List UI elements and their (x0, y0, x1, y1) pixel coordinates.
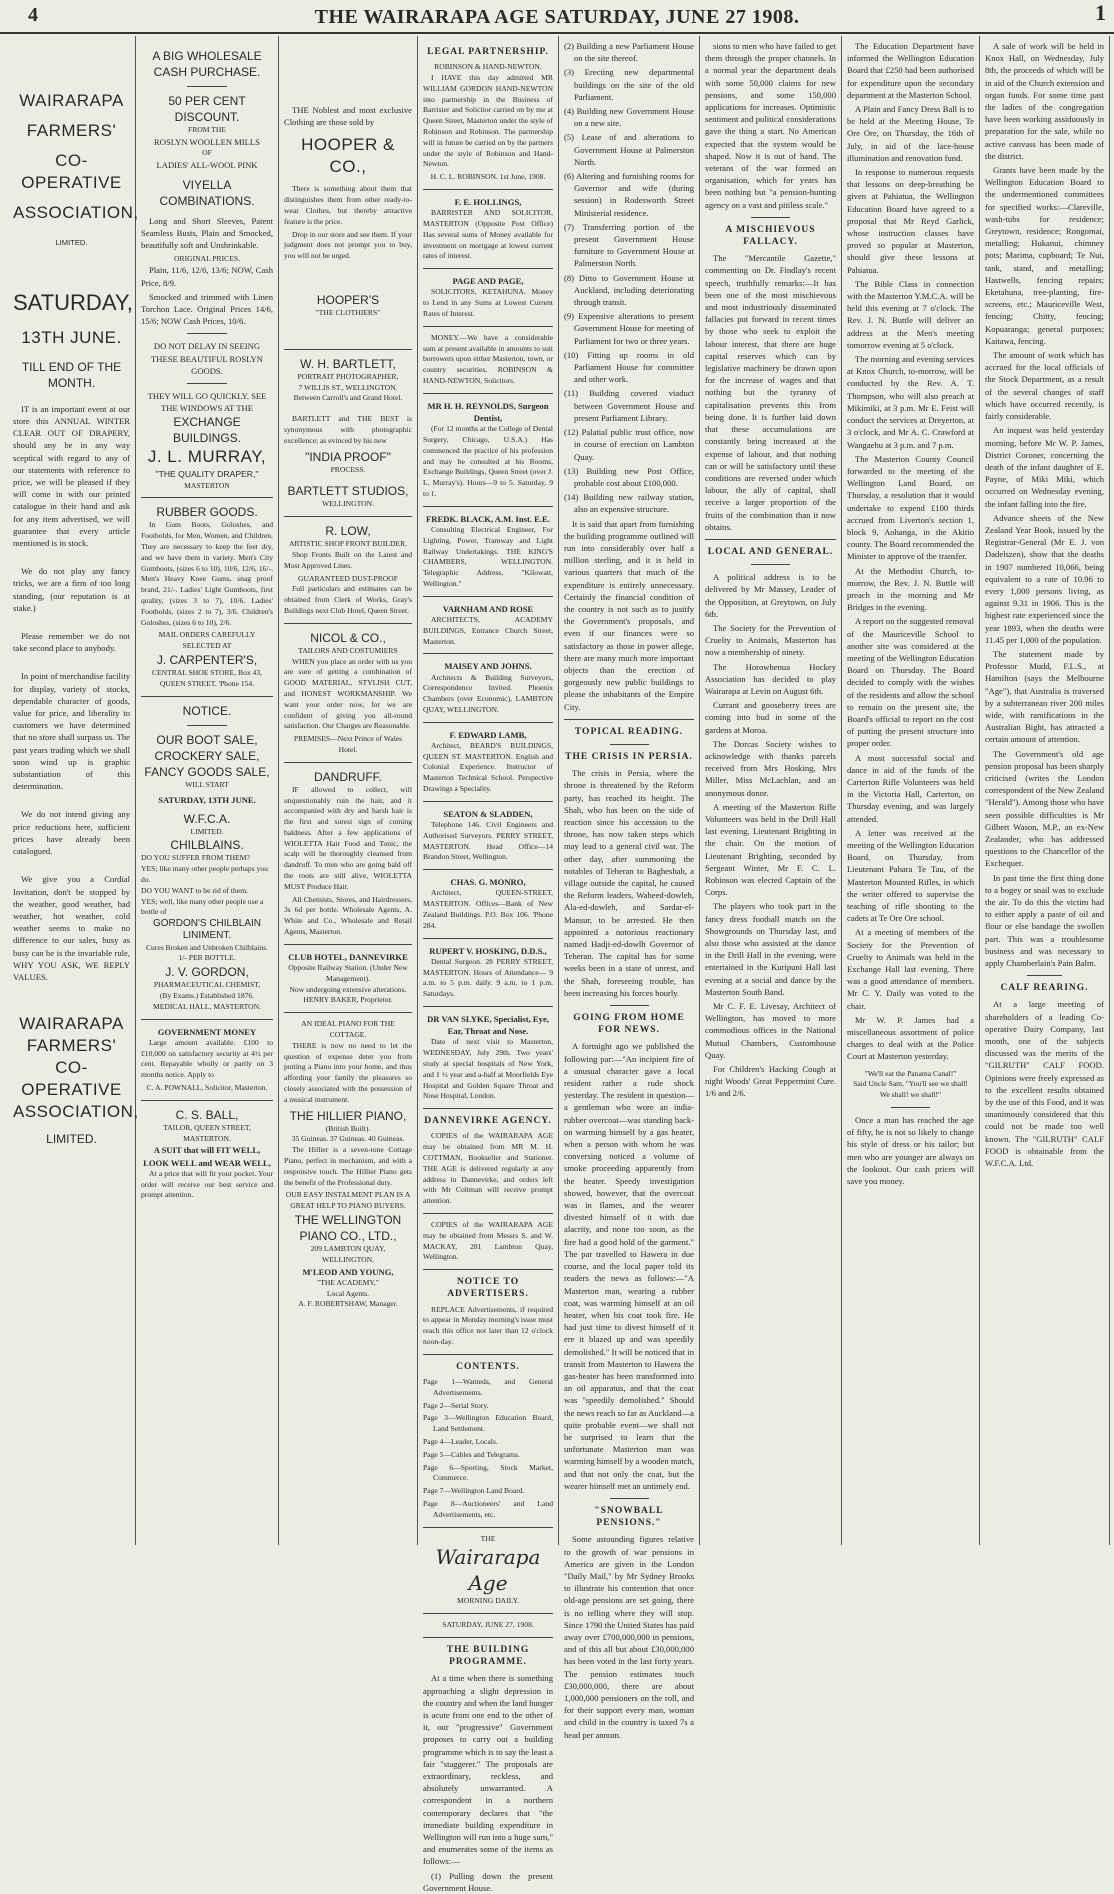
ad-line: Between Carroll's and Grand Hotel. (293, 393, 403, 403)
ad-body: Date of next visit to Masterton, WEDNESDAY, July 29th. Two years' study at special hospitals of New York, and 1 ½ year and a-half at Moorfields Eye Hospital and Golden Square Throat and Nose Hospital, London. (423, 1037, 553, 1101)
ad-line: (British Built). (325, 1123, 371, 1133)
sale-day: SATURDAY, (13, 289, 133, 315)
ad-lamb: F. EDWARD LAMB, (449, 729, 527, 740)
news-item: A letter was received at the meeting of the Wellington Education Board, on Thursday, from Lieutenant Pahara Te Tau, of the Masterton Mounted Rifles, in which the writer offered to supervise the teaching of rifle shooting to the cadets at Te Ore Ore school. (847, 827, 974, 924)
column-4 (418, 36, 559, 1893)
news-item: At a large meeting of shareholders of a leading Co-operative Dairy Company, last month, one of the subjects discussed was the merits of the "GILRUTH" CALF FOOD. Opinions were freely expressed as to the excellent results obtained by the use of this Food, and it was unanimously considered that this could not be made too well known. The "GILRUTH" CALF FOOD is obtainable from the W.F.C.A. Ltd. (985, 999, 1104, 1169)
store-line: FARMERS' (26, 121, 117, 140)
ad-monro: CHAS. G. MONRO, (450, 877, 526, 888)
ad-line: 35 Guineas. 37 Guineas. 40 Guineas. (291, 1134, 405, 1144)
store-name (13, 90, 139, 224)
programme-item: (9) Expensive alterations to present Government House for meeting of Parliament for two or three years. (564, 311, 694, 346)
contents-item: Page 3—Wellington Education Board, Land Settlement. (423, 1413, 553, 1434)
news-item: An inquest was held yesterday morning, before Mr W. P. James, District Coroner, concerning the death of the infant daughter of E. Payne, of Miki Miki, which occurred on Wednesday evening, the infant falling into the fire. (985, 425, 1104, 509)
ad-line: HENRY BAKER, Proprietor. (303, 995, 393, 1005)
ad-central: CENTRAL SHOE STORE, Box 43, QUEEN STREET. 'Phone 154. (151, 668, 263, 688)
ad-body: Smocked and trimmed with Linen Torchon Lace. Original Prices 14/6, 15/6; NOW Cash Prices, 10/6. (141, 291, 273, 327)
ad-ladies: LADIES' ALL-WOOL PINK (156, 159, 258, 170)
leader-body: (1) Pulling down the present Government House. (423, 1870, 553, 1893)
ad-line: PORTRAIT PHOTOGRAPHER, (297, 371, 399, 381)
ad-seaton: SEATON & SLADDEN, (443, 808, 533, 819)
ad-line: "THE CLOTHIERS" (315, 307, 381, 317)
masthead (0, 0, 1114, 34)
ad-body: Drop in our store and see them. If your judgment does not prompt you to buy, you will not be urged. (284, 229, 412, 261)
news-item: In past time the first thing done to a bogey or snail was to exclude the air. To do this the victim had to either apply a paste of oil and flour or else bandage the swollen part. This was a troublesome business and was necessary to apply Chamberlain's Pain Balm. (985, 872, 1104, 969)
ad-boot-sale: OUR BOOT SALE, CROCKERY SALE, FANCY GOODS SALE, (144, 732, 270, 779)
ad-dandruff: DANDRUFF. (314, 769, 382, 784)
ad-q: YES; like many other people perhaps you do. (141, 864, 268, 884)
ad-quality: "THE QUALITY DRAPER," (155, 469, 259, 480)
ad-body-ctr: DO NOT DELAY IN SEEING THESE BEAUTIFUL ROSLYN GOODS. (151, 341, 263, 376)
ad-q: DO YOU WANT to be rid of them. (141, 885, 249, 895)
news-item: Mr W. P. James had a miscellaneous assortment of police charges to deal with at the Police Court at Masterton yesterday. (847, 1014, 974, 1062)
ad-hillier: THE HILLIER PIANO, (289, 1108, 407, 1123)
ad-page: PAGE AND PAGE, (452, 276, 524, 287)
ad-wfca: W.F.C.A. (183, 811, 231, 826)
store-limited: LIMITED. (55, 238, 88, 247)
ad-club: CLUB HOTEL, DANNEVIRKE (288, 951, 408, 962)
programme-item: (2) Building a new Parliament House on the site thereof. (564, 41, 694, 64)
ad-line: Now undergoing extensive alterations. (289, 984, 407, 994)
ad-body: Architect, BEARD'S BUILDINGS, QUEEN ST. MASTERTON. English and Colonial Experience. Instructor of Masterton Technical School. Perspective Drawings a Speciality. (423, 740, 553, 794)
ad-rubber: RUBBER GOODS. (156, 505, 258, 520)
news-item: In response to numerous requests that lessons on deep-breathing be given at Pahiatua, the Wellington Education Board have agreed to a proposal that Mr Reyd Garlick, whose instruction classes have proved so popular at Masterton, should give these lessons at Pahiatua. (847, 167, 974, 275)
column-8 (980, 36, 1110, 1545)
sale-paragraph: We do not play any fancy tricks, we are a firm of too long standing, (our reputation is at stake.) (13, 566, 130, 613)
sale-paragraph: We do not intend giving any price reductions here, sufficient prices have already been catalogued. (13, 809, 130, 857)
column-2 (136, 36, 279, 1545)
column-5 (559, 36, 700, 1740)
ad-orig-prices: ORIGINAL PRICES. (174, 253, 240, 263)
ad-line: MEDICAL HALL, MASTERTON. (153, 1001, 261, 1011)
ad-line: Local Agents. (326, 1288, 370, 1298)
ad-body: Long and Short Sleeves, Patent Seamless Busts, Plain and Smocked, beautifully soft and Unshrinkable. (141, 216, 273, 251)
article-body: The crisis in Persia, where the throne is threatened by the Reform party, has reached its height. The Shah, who has been on the side of reaction since his accession to the throne, has now taken steps which may lead to a general civil war. The other day, after summoning the notables of Teheran to Bagheshah, a village outside the capital, he caused the Reform leaders, Waheed-dowleh, Ala-ed-dowleh, and Sardar-el-Mansur, to be arrested. He then appointed a notorious reactionary named Hadji-ed-dowlh Governor of Teheran. The capital has for some weeks been in a state of unrest, and the Shah, foreseeing trouble, has been increasing his forces hourly. (564, 768, 694, 998)
ad-body: Architect, QUEEN-STREET, MASTERTON. Offices—Bank of New Zealand Buildings. P.O. Box 106. 'Phone 284. (423, 888, 553, 930)
ad-line: TAILOR, QUEEN STREET, MASTERTON. (163, 1122, 251, 1143)
news-item: The morning and evening services at Knox Church, to-morrow, will be conducted by the Rev. A. T. Thompson, who will also preach at Mikimiki, at 3 p.m. Mr E. Feist will conduct the services at Dreyerton, at 3 o'clock, and Mr A. C. Crawford at Wangaehu at 3 p.m. and 7 p.m. (847, 354, 974, 450)
ad-body: Plain, 11/6, 12/6, 13/6; NOW, Cash Price, 8/9. (141, 265, 273, 288)
news-item: The statement made by Professor Mudd, F.L.S., at Hamilton (says the Melbourne "Age"), that Australia is traversed by a subterranean river 200 miles wide, with ramifications in the Australian Bight, has attracted a certain amount of attention. (985, 648, 1104, 745)
contents-item: Page 2—Serial Story. (423, 1400, 489, 1410)
ad-line: "THE ACADEMY," (317, 1277, 379, 1287)
ad-line: Opposite Railway Station. (Under New Management). (288, 963, 408, 983)
ad-body: Telephone 146. Civil Engineers and Authorised Surveyors. PERRY STREET, MASTERTON. Head Office—14 Brandon Street, Wellington. (423, 820, 553, 862)
ad-line: Cures Broken and Unbroken Chilblains. (145, 942, 269, 952)
ad-proof: "INDIA PROOF" (305, 449, 391, 464)
ad-body: Shop Fronts Built on the Latest and Most Approved Lines. (284, 549, 412, 570)
news-item: Once a man has reached the age of fifty, he is not so likely to change his style of dress or his tailor; but men who are younger are always on the lookout. Our cash prices will save you money. (847, 1115, 974, 1187)
column-7 (842, 36, 980, 1545)
ad-notice: NOTICE. (182, 703, 232, 718)
programme-item: (5) Lease of and alterations to Government House at Palmerston North. (564, 132, 694, 167)
article-heading: "SNOWBALL PENSIONS." (594, 1505, 664, 1529)
ad-body: Large amount available. £100 to £10,000 on satisfactory security at 4½ per cent. Repayable wholly or partly on 3 months notice. Apply to (141, 1037, 273, 1080)
poem-line: We shall! we shall!" (879, 1090, 942, 1100)
ad-line: H. C. L. ROBINSON. 1st June, 1908. (430, 172, 546, 182)
news-item: The Masterton County Council forwarded to the meeting of the Wellington Land Board, on Thursday, a resolution that it would undertake to expend £100 thirds accrued from Liverton's section 1, block 9, Aohanga, in the Akitio county. The Board recommended the Minister to approve of the transfer. (847, 453, 974, 562)
column-6 (700, 36, 842, 1545)
news-item: A sale of work will be held in Knox Hall, on Wednesday, July 8th, the proceeds of which will be in aid of the Church extension and organ funds. For some time past the ladies of the congregation have been working assiduously in preparation for the sale, while no active canvass has been made of the district. (985, 41, 1104, 161)
news-item: At a meeting of members of the Society for the Prevention of Cruelty to Animals was held in the Exchange Hall last evening. There was a good attendance of members. Mr C. Y. Daily was voted to the chair. (847, 927, 974, 1011)
programme-item: (11) Building covered viaduct between Government House and present Parliament Library. (564, 388, 694, 423)
ad-black: FREDK. BLACK, A.M. Inst. E.E. (426, 513, 550, 524)
programme-item: (12) Palatial public trust office, now in course of erection on Lambton Quay. (564, 427, 694, 462)
store-line: FARMERS' (26, 1036, 117, 1056)
notice-body: COPIES of the WAIRARAPA AGE may be obtained from MR M. H. COTTMAN, Bookseller and Stationer. THE AGE is delivered regularly at any address in Dannevirke, and orders left with Mr Coltman will receive prompt attention. (423, 1131, 553, 1206)
ad-line: PROCESS. (330, 464, 366, 474)
ad-body: Architects & Building Surveyors, Correspondence Invited. Phoenix Chambers (over Economic), LAMBTON QUAY, WELLINGTON. (423, 672, 553, 714)
news-item: The Society for the Prevention of Cruelty to Animals, Masterton has now a membership of ninety. (705, 622, 836, 658)
ad-q: DO YOU SUFFER FROM THEM? (141, 853, 250, 863)
ad-body: IF allowed to collect, will unquestionably ruin the hair, and it accompanied with dry and harsh hair is the first and surest sign of coming baldness. After a few applications of WIOLETTA Hair Food and Tonic, the scalp will be thoroughly cleansed from dandruff. To men who are going bald off the roots are still alive, WIOLETTA MUST Produce Hair. (284, 784, 412, 891)
ad-line: OUR EASY INSTALMENT PLAN IS A GREAT HELP TO PIANO BUYERS. (285, 1190, 411, 1211)
contents-item: Page 5—Cables and Telegrams. (423, 1449, 520, 1459)
ad-q: YES; well, like many other people use a bottle of (141, 896, 264, 917)
programme-item: (4) Building new Government House on a new site. (564, 106, 694, 129)
ad-hosking: RUPERT V. HOSKING, D.D.S., (429, 945, 547, 956)
section-heading: TOPICAL READING. (574, 726, 684, 737)
news-item: For Children's Hacking Cough at night Woods' Great Peppermint Cure. 1/6 and 2/6. (705, 1064, 836, 1099)
ad-hoopers: HOOPER'S (316, 292, 380, 307)
ad-chilblains: CHILBLAINS. (170, 838, 244, 853)
article-body: Some astounding figures relative to the growth of war pensions in America are given in the London "Daily Mail," by Mr Sydney Brooks to illustrate his contention that once old-age pensions are set going, there is no telling where they will stop. Since 1790 the United States has paid away over £700,000,000 in pensions, and of this all but about £30,000,000 has been voted in the last forty years. The pension estimates touch £30,000,000, there are about 1,000,000 pensioners on the roll, and for their support every man, woman and child in the country is taxed 7s a head per annum. (564, 1534, 694, 1740)
contents-item: Page 7—Wellington Land Board. (423, 1486, 525, 1496)
store-name-repeat (13, 1013, 139, 1123)
store-line: WAIRARAPA (19, 91, 124, 110)
page-number: 4 (28, 4, 38, 26)
news-item: Grants have been made by the Wellington Education Board to the undermentioned committees for specified works:—Clareville, wash-tubs for residence; Greytown, residence; Rongomai, metalling; Hukanui, chimney pots; Marima, cupboard; Te Nui, tank, stand, and metalling; Hastwells, fencing repairs; Eketahuna, tree-planting, fire-screens, etc.; Mauriceville West, fencing; Chitty, fencing; Kopuaranga; general purposes; Kaitawa, fencing. (985, 165, 1104, 346)
news-item: Mr C. F. E. Livesay, Architect of Wellington, has moved to more commodious offices in the National Mutual Chambers, Customhouse Quay. (705, 1001, 836, 1060)
ad-slyke: DR VAN SLYKE, Specialist, Eye, Ear, Throat and Nose. (427, 1014, 549, 1037)
ad-body: All Chemists, Stores, and Hairdressers, 3s 6d per bottle. Wholesale Agents, A. White and Co., Wholesale and Retail Agents, Masterton. (284, 894, 412, 937)
news-item: The Bible Class in connection with the Masterton Y.M.C.A. will be held this evening at 7 o'clock. The Rev. J. N. Buttle will deliver an address at the Men's meeting tomorrow evening at 5 o'clock. (847, 278, 974, 350)
ad-body: Consulting Electrical Engineer, For Lighting, Power, Tramway and Light Railway Undertakings. THE KING'S CHAMBERS, WELLINGTON. Telegraphic Address, "Kilowatt, Wellington." (423, 524, 553, 588)
ad-headline: A BIG WHOLESALE CASH PURCHASE. (152, 49, 262, 79)
section-heading: LOCAL AND GENERAL. (707, 546, 834, 557)
ad-line: ARTISTIC SHOP FRONT BUILDER. (288, 539, 408, 549)
contents-item: Page 4—Leader, Locals. (423, 1436, 498, 1446)
store-limited-repeat: LIMITED. (46, 1132, 97, 1147)
programme-item: (8) Ditto to Government House at Auckland, including deteriorating through transit. (564, 272, 694, 308)
ad-carpenter: J. CARPENTER'S, (156, 653, 258, 667)
ad-line: (By Exams.) Established 1876. (159, 990, 255, 1000)
ad-line: WILL START (185, 779, 229, 789)
news-item: Advance sheets of the New Zealand Year Book, issued by the Registrar-General (Mr E. J. von Dadelszen), show that the deaths in 1907 numbered 10,066, being equivalent to a rate of 10.96 to every 1,000 persons living, as against 9.31 in 1906. This is the highest rate experienced since the year 1893, when the deaths were 11.45 per 1,000 of the population. (985, 512, 1104, 645)
sale-paragraph: In point of merchandise facility for display, variety of stocks, dependable character of goods, value for price, and liberality to customers we have determined that no store shall surpass us. The past years trading which we shall soon wind up is graphic substantiation of this determination. (13, 671, 130, 792)
ad-body: In Gum Boots, Goloshes, and Footholds, for Men, Women, and Children. They are necessary to keep the feet dry, and we have them in variety. Men's City Gumboots, (sizes 6 to 10), 10/6, 12/6, 16/-. Men's Heavy Knee Gums, snag proof brand, 21/-. Ladies' Light Gumboots, first quality, (sizes 3 to 7), 10/6. Ladies' Footholds, (sizes 2 to 7), 3/6. Children's Goloshes, (sizes 6 to 10), 2/6. (141, 520, 273, 627)
programme-item: (10) Fitting up rooms in old Parliament House for committee and other work. (564, 349, 694, 385)
news-item: The amount of work which has accrued for the local officials of the Stock Department, as a result of the several changes of staff which have occurred recently, is fairly considerable. (985, 350, 1104, 422)
notice-body: COPIES of the WAIRARAPA AGE may be obtained from Messrs S. and W. MACKAY, 281 Lambton Quay, Wellington. (423, 1220, 553, 1262)
ad-line: FROM THE (187, 125, 227, 134)
ad-line: GUARANTEED DUST-PROOF (298, 573, 398, 583)
ad-line: 209 LAMBTON QUAY, WELLINGTON. (310, 1244, 386, 1264)
news-item: A political address is to be delivered by Mr Massey, Leader of the Opposition, at Greytown, on July 6th. (705, 572, 836, 619)
news-item: A Plain and Fancy Dress Ball is to be held at the Meeting House, Te Ore Ore, on Thursday, the 16th of July, in aid of the lace-house illumination and renovation fund. (847, 104, 974, 163)
programme-item: (6) Altering and furnishing rooms for Governor and wife (during session) in Rodesworth Street Ministerial residence. (564, 171, 694, 218)
leader-body: At a time when there is something approaching a slight depression in the country and when the land hunger is acute from one end to the other of it, our "progressive" Government proposes to carry out a building programme which is to say the least a fair "staggerer." The proposals are extraordinary, reckless, and absolutely unwarranted. A correspondent in a northern contemporary declares that "the immediate building expenditure in Wellington will run into a huge sum," and enumerates some of the items as follows:— (423, 1673, 553, 1867)
news-item: The Government's old age pension proposal has been sharply criticised (writes the London correspondent of the New Zealand "Herald"). Among those who have seen possible difficulties is Mr Gilbert Wason, M.P., an ex-New Zealander, who has addressed questions to the Chancellor of the Exchequer. (985, 748, 1104, 869)
ad-ideal: AN IDEAL PIANO FOR THE COTTAGE. (301, 1019, 395, 1040)
sale-paragraph: Please remember we do not take second place to anybody. (13, 631, 130, 654)
ad-line: PREMISES—Next Prince of Wales Hotel. (293, 734, 403, 754)
ad-body: BARRISTER AND SOLICITOR, MASTERTON (Opposite Post Office) Has several sums of Money available for investment on mortgage at lowest current rates of interest. (423, 208, 553, 261)
ad-ball: C. S. BALL, (175, 1107, 239, 1122)
ad-body: Full particulars and estimates can be obtained from Clerk of Works, Gray's Buildings next Club Hotel, Queen Street. (284, 584, 412, 615)
news-item: The players who took part in the fancy dress football match on the Showgrounds on Thursday last, and also those who assisted at the dance in the Drill Hall in the evening, were entertained in the Kuripuni Hall last evening at a social and dance by the Masterton South Band. (705, 901, 836, 997)
store-line: CO-OPERATIVE (21, 151, 122, 192)
programme-item: (14) Building new railway station, also an expensive structure. (564, 492, 694, 515)
programme-list (564, 40, 694, 516)
sale-duration: TILL END OF THE MONTH. (21, 359, 122, 390)
ad-line: LIMITED. (190, 826, 224, 836)
ad-body: BARTLETT and THE BEST is synonymous with photographic excellence; as evinced by his new (284, 414, 412, 445)
ad-body: MONEY.—We have a considerable sum at present available in amounts to suit borrowers upon either Masterton, town, or country securities. ROBINSON & HAND-NEWTON, Solicitors. (423, 332, 553, 385)
news-item: A report on the suggested removal of the Mauriceville School to another site was considered at the meeting of the Wellington Education Board on Thursday. The Board decided to comply with the wishes of the residents and allow the school to remain on the present site, the Board's official to report on the cost of putting the present structure into proper order. (847, 616, 974, 749)
article-heading: THE CRISIS IN PERSIA. (565, 751, 693, 762)
news-item: A meeting of the Masterton Rifle Volunteers was held in the Drill Hall last evening, Lieutenant Brighting in the chair. On the motion of Lieutenant Brighting, seconded by Sergeant Winter, Mr F. C. L. Robinson was elected Captain of the Corps. (705, 801, 836, 898)
ad-mleod: M'LEOD AND YOUNG, (302, 1266, 394, 1277)
ad-bartlett: W. H. BARTLETT, (300, 356, 396, 371)
nameplate-sub: MORNING DAILY. (457, 1596, 519, 1606)
ad-body: Dental Surgeon. 28 PERRY STREET, MASTERTON. Hours of Attendance— 9 a.m. to 5 p.m. daily. 9 a.m. to 1 p.m. Saturdays. (423, 956, 553, 999)
ad-hooper: HOOPER & CO., (301, 135, 395, 177)
ad-discount: 50 PER CENT DISCOUNT. (168, 94, 246, 124)
ad-exchange: EXCHANGE BUILDINGS. (172, 415, 241, 446)
contents-item: Page 6—Sporting, Stock Market, Commerce. (423, 1462, 553, 1483)
store-line: ASSOCIATION, (13, 203, 139, 222)
sale-paragraph: IT is an important event at our store this ANNUAL WINTER CLEAR OUT OF DRAPERY, should any be in any way sceptical with regard to any of our statements with reference to price, we will be pleased if they will come in with our printed catalogue in their hand and ask for any item advertised, we will guarantee that every article mentioned is in stock. (13, 403, 130, 549)
ad-wpc: THE WELLINGTON PIANO CO., LTD., (294, 1213, 402, 1243)
contents-item: Page 8—Auctioneers' and Land Advertisements, etc. (423, 1498, 553, 1519)
article-heading: A MISCHIEVOUS FALLACY. (725, 224, 816, 248)
ad-line: WELLINGTON. (322, 499, 374, 509)
leader-heading: THE BUILDING PROGRAMME. (446, 1644, 530, 1668)
ad-varnham: VARNHAM AND ROSE (442, 603, 534, 614)
ad-mail: MAIL ORDERS CAREFULLY SELECTED AT (158, 630, 256, 651)
ad-body: SOLICITORS, KETAHUNA. Money to Lend in any Sums at Lowest Current Rates of Interest. (423, 287, 553, 318)
ad-line: 1/- PER BOTTLE. (178, 953, 236, 963)
news-item: At the Methodist Church, to-morrow, the Rev. J. N. Buttle will preach in the morning and Mr Bridges in the evening. (847, 565, 974, 613)
news-item: The Dorcas Society wishes to acknowledge with thanks parcels received from Mrs Hosking, Mrs Miller, Miss McLachlan, and an anonymous donor. (705, 738, 836, 798)
programme-item: (13) Building new Post Office, probable cost about £100,000. (564, 465, 694, 488)
ad-maisey: MAISEY AND JOHNS. (444, 661, 532, 672)
contents-heading: CONTENTS. (456, 1361, 520, 1372)
column-1 (8, 36, 139, 1545)
contents-list (423, 1377, 553, 1521)
sale-date: 13TH JUNE. (21, 327, 122, 347)
newspaper-title: THE WAIRARAPA AGE SATURDAY, JUNE 27 1908. (314, 6, 800, 28)
section-heading: DANNEVIRKE AGENCY. (424, 1116, 552, 1127)
nameplate: Wairarapa Age (435, 1545, 541, 1596)
ad-place: MASTERTON (184, 480, 230, 490)
ad-studios: BARTLETT STUDIOS, (287, 484, 409, 499)
news-item: The Education Department have informed the Wellington Education Board that £250 had been authorised for expenditure upon the secondary department at the Masterton School. (847, 41, 974, 100)
ad-hollings: F. E. HOLLINGS, (454, 196, 522, 207)
article-body: sions to men who have failed to get them through the proper channels. In a normal year the department deals with some 50,000 claims for new pensions, and some 150,000 applications for increases. Optimistic sentiment and political considerations gave the thing a start. No American expected that the system would be shaped. Now it is out of hand. The veterans of the war formed an organisation, which for years has been nothing but "a pension-hunting agency on a vast and pitiless scale." (705, 41, 836, 210)
news-item: The Horowhenua Hockey Association has decided to play Wairarapa at Levin on August 6th. (705, 661, 836, 696)
ad-body: (For 12 months at the College of Dental Surgery, Chicago, U.S.A.) Has commenced the practice of his profession and may be consulted at his Rooms, Exchange Buildings, Queen Street (over J. L. Murray's). Hours—9 to 5. Saturday, 9 to 1. (423, 424, 553, 498)
news-item: A most successful social and dance in aid of the funds of the Carterton Rifle Volunteers was held in the Victoria Hall, Carterton, on Thursday evening, and was largely attended. (847, 752, 974, 824)
ad-body: ARCHITECTS, ACADEMY BUILDINGS, Entrance Church Street, Masterton. (423, 614, 553, 646)
article-heading: GOING FROM HOME FOR NEWS. (573, 1013, 685, 1036)
ad-nicol: NICOL & CO., (310, 630, 386, 645)
section-heading: LEGAL PARTNERSHIP. (427, 47, 549, 57)
ad-body-ctr: THEY WILL GO QUICKLY. SEE THE WINDOWS AT THE (147, 391, 267, 414)
sale-paragraph: We give you a Cordial Invitation, don't be stopped by the weather, good weather, bad weather, hot weather, cold weather seems to make no difference to our sales, busy as busy can be is the invariable rule, WHY YOU ASK, WE REPLY VALUES. (13, 874, 130, 982)
programme-item: (7) Transferring portion of the present Government House furniture to Government House at Palmerston North. (564, 221, 694, 269)
ad-line: SATURDAY, 13TH JUNE. (158, 795, 256, 806)
ad-govt: GOVERNMENT MONEY (157, 1026, 257, 1037)
article-heading: CALF REARING. (1000, 983, 1089, 994)
article-body: It is said that apart from furnishing the building programme outlined will run into considerably over half a million sterling, and it is held in various quarters that much of the expenditure is entirely unnecessary. Certainly the financial condition of the country is not such as to justify the Government's proposals, and even if our finances were so satisfactory as those in power allege, there are many much more important objects than the erection of gorgeously new public buildings to please the inhabitants of the Empire City. (564, 518, 694, 712)
ad-body: THE Noblest and most exclusive Clothing are those sold by (284, 105, 412, 128)
ad-line: ROBINSON & HAND-NEWTON. (434, 62, 542, 72)
corner-mark: 1 (1095, 0, 1106, 25)
article-body: The "Mercantile Gazette," commenting on Dr. Findlay's recent speech, truthfully remarks:—It has been one of the most mischievous and most industriously disseminated fallacies put forward in recent times by those who seek to exploit the labour interest, that there are huge capital reserves which can by legislative machinery be drawn upon for the increase of wages and that nothing but the tyranny of capitalisation prevents this from being done. It is further laid down that these accumulations are constantly being increased at the expense of labour, and that nothing can or will be satisfactory until these conditions are reversed under which labour, the ally of capital, shall receive a larger proportion of the fruits of the combination than it now obtains. (705, 253, 836, 532)
ad-viyella: VIYELLA COMBINATIONS. (159, 178, 255, 208)
ad-suit: A SUIT that will FIT WELL, LOOK WELL and WEAR WELL, (143, 1145, 271, 1168)
section-heading: NOTICE TO ADVERTISERS. (447, 1277, 529, 1300)
ad-gordon-name: J. V. GORDON, (165, 965, 249, 980)
ad-line: PHARMACEUTICAL CHEMIST, (153, 980, 261, 990)
ad-body: WHEN you place an order with us you are sure of getting a combination of GOOD MATERIAL, STYLISH CUT, and HONEST WORKMANSHIP. We want your order now, for we are confident of giving you all-round satisfaction. Our Charges are Reasonable. (284, 656, 412, 731)
issue-date: SATURDAY, JUNE 27, 1908. (442, 1620, 534, 1630)
poem-line: "We'll eat the Panama Canal!" (864, 1068, 957, 1078)
ad-line: A. F. ROBERTSHAW, Manager. (298, 1299, 398, 1309)
notice-body: I HAVE this day admitted MR WILLIAM GORDON HAND-NEWTON into partnership in the Business of Barrister and Solicitor carried on by me at Queen Street, Masterton under the style of Robinson and Robinson. The partnership will in future be carried on by the partners under the style of Robinson and Hand-Newton. (423, 73, 553, 169)
store-line: CO-OPERATIVE (21, 1058, 122, 1100)
ad-body: THERE is now no need to let the question of expense deter you from putting a Piano into your home, and thus affording your family the pleasures so closely associated with the possession of a musical instrument. (284, 1040, 412, 1104)
store-line: WAIRARAPA (19, 1014, 124, 1034)
news-item: Currant and gooseberry trees are coming into bud in some of the gardens at Moroa. (705, 700, 836, 735)
article-body: A fortnight ago we published the following par:—"An incipient fire of a unusual character gave a local resident rather a rude shock yesterday. The resident in question—a gentleman who wore an india-rubber overcoat—was standing back-on warming himself by a gas heater, when a person with whom he was conversing noticed a volume of smoke proceeding apparently from the heater. Speedy investigation showed, however, that the overcoat was in flames, and the wearer divested himself of it with due alacrity, and none too soon, as the fire had a good hold of the garment." The par travelled to Hawera in due course, and the local paper told its readers the news as follows:—"A Masterton man, wearing a rubber coat, was warming himself at an oil heater, when his coat took fire. He had just time to divest himself of it ere it blazed up and was speedily demolished." It will be noticed that in transit from Masterton to Hawera the gas-heater has been transformed into an oil apparatus, and that the coat was "speedily demolished." Should the news reach so far as Auckland—a quite probable event—we shall not be surprised to learn that the unfortunate Masterton man was warming himself by a wooden match, and that not only the coat, but the wearer himself met an untimely end. (564, 1041, 694, 1491)
store-line: ASSOCIATION, (13, 1102, 139, 1122)
ad-body: At a price that will fit your pocket. Your order will receive our best service and prompt attention. (141, 1168, 273, 1200)
notice-body: REPLACE Advertisements, if required to appear in Monday morning's issue must reach this office not later than 12 o'clock noon-day. (423, 1304, 553, 1346)
ad-line: TAILORS AND COSTUMIERS (298, 645, 398, 655)
poem-line: Said Uncle Sam, "You'll see we shall! (853, 1079, 968, 1089)
ad-low: R. LOW, (325, 524, 371, 539)
ad-body: The Hillier is a seven-tone Cottage Piano, perfect in mechanism, and with a responsive touch. The Hillier Piano gets the benefit of the Professional duty. (284, 1145, 412, 1187)
column-3 (279, 36, 418, 1545)
programme-item: (3) Erecting new departmental buildings on the site of the old Parliament. (564, 67, 694, 102)
nameplate-the: THE (480, 1533, 496, 1543)
ad-murray: J. L. MURRAY, (147, 447, 267, 467)
ad-line: 7 WILLIS ST., WELLINGTON. (298, 382, 398, 392)
ad-line: OF (202, 148, 212, 157)
ad-gordons: GORDON'S CHILBLAIN LINIMENT. (152, 918, 262, 942)
ad-body: There is something about them that distinguishes them from other ready-to-wear Clothes, but thereby attractive feature is the price. (284, 184, 412, 226)
ad-reynolds: MR H. H. REYNOLDS, Surgeon Dentist, (427, 400, 549, 423)
ad-mill: ROSLYN WOOLLEN MILLS (154, 136, 260, 147)
contents-item: Page 1—Wanteds, and General Advertisements. (423, 1377, 553, 1397)
ad-line: C. A. POWNALL, Solicitor, Masterton. (146, 1082, 268, 1092)
